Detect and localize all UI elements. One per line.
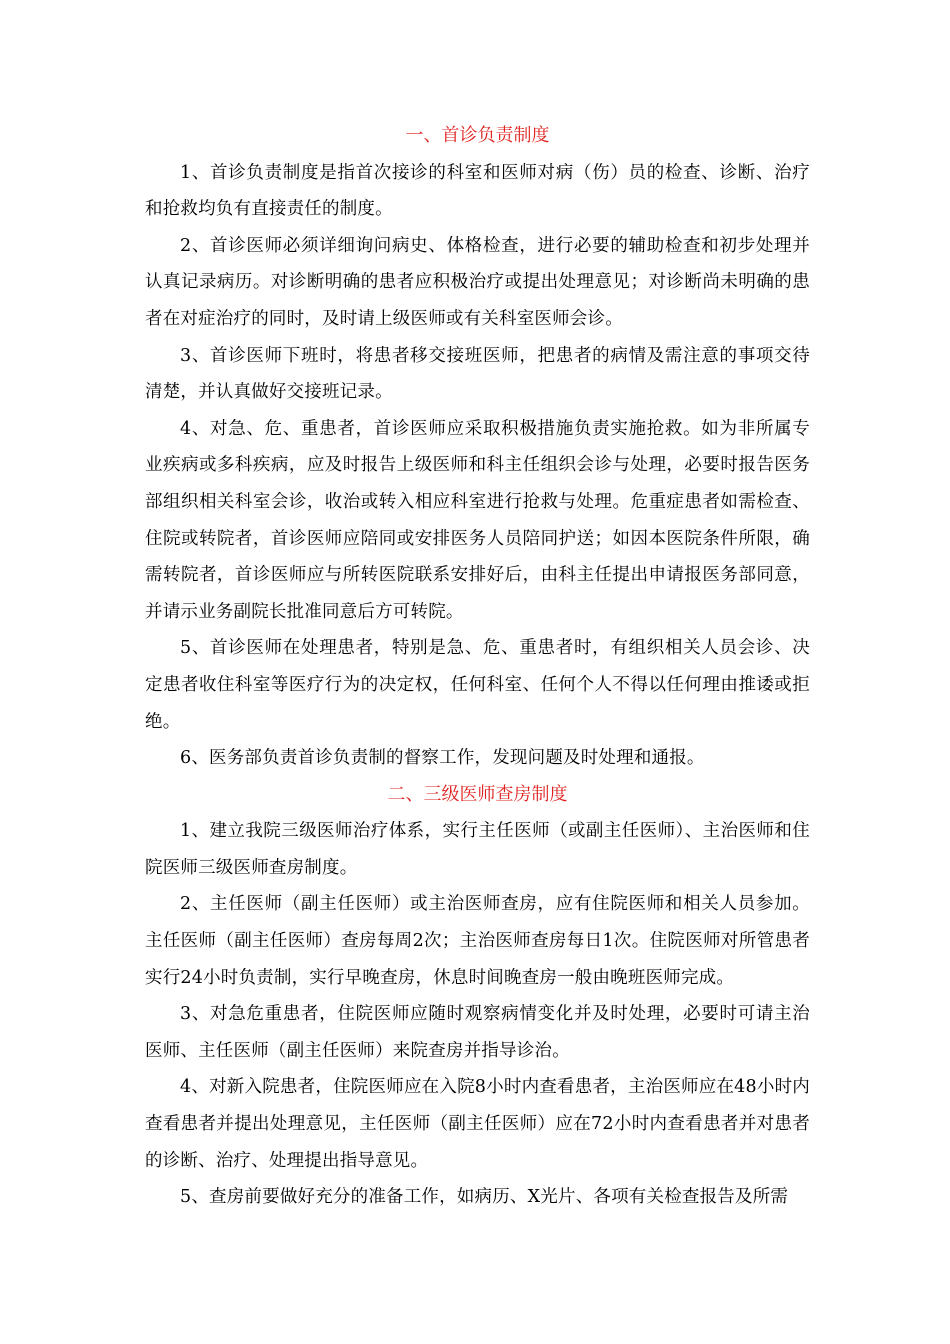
paragraph: 2、首诊医师必须详细询问病史、体格检查，进行必要的辅助检查和初步处理并认真记录病历。对诊断明确的患者应积极治疗或提出处理意见；对诊断尚未明确的患者在对症治疗的同时，及时请上级医师或有关科室医师会诊。 (145, 235, 810, 329)
paragraph: 4、对急、危、重患者，首诊医师应采取积极措施负责实施抢救。如为非所属专业疾病或多科疾病，应及时报告上级医师和科主任组织会诊与处理，必要时报告医务部组织相关科室会诊，收治或转入相应科室进行抢救与处理。危重症患者如需检查、住院或转院者，首诊医师应陪同或安排医务人员陪同护送；如因本医院条件所限，确需转院者，首诊医师应与所转医院联系安排好后，由科主任提出申请报医务部同意，并请示业务副院长批准同意后方可转院。 (145, 418, 810, 622)
paragraph: 2、主任医师（副主任医师）或主治医师查房，应有住院医师和相关人员参加。主任医师（副主任医师）查房每周2次；主治医师查房每日1次。住院医师对所管患者实行24小时负责制，实行早晚查房，休息时间晚查房一般由晚班医师完成。 (145, 894, 810, 988)
paragraph: 3、首诊医师下班时，将患者移交接班医师，把患者的病情及需注意的事项交待清楚，并认真做好交接班记录。 (145, 345, 810, 403)
paragraph: 1、首诊负责制度是指首次接诊的科室和医师对病（伤）员的检查、诊断、治疗和抢救均负有直接责任的制度。 (145, 162, 810, 220)
section-heading: 一、首诊负责制度 (405, 125, 550, 146)
paragraph: 4、对新入院患者，住院医师应在入院8小时内查看患者，主治医师应在48小时内查看患者并提出处理意见，主任医师（副主任医师）应在72小时内查看患者并对患者的诊断、治疗、处理提出指导意见。 (145, 1077, 810, 1171)
section-ward-rounds (145, 777, 810, 1216)
section-first-visit (145, 118, 810, 777)
paragraph: 3、对急危重患者，住院医师应随时观察病情变化并及时处理，必要时可请主治医师、主任医师（副主任医师）来院查房并指导诊治。 (145, 1004, 810, 1061)
paragraph: 1、建立我院三级医师治疗体系，实行主任医师（或副主任医师）、主治医师和住院医师三级医师查房制度。 (145, 821, 810, 878)
paragraph: 6、医务部负责首诊负责制的督察工作，发现问题及时处理和通报。 (180, 748, 705, 769)
paragraph: 5、查房前要做好充分的准备工作，如病历、X光片、各项有关检查报告及所需 (180, 1187, 789, 1208)
section-heading: 二、三级医师查房制度 (387, 783, 568, 805)
document-page (145, 118, 810, 1216)
paragraph: 5、首诊医师在处理患者，特别是急、危、重患者时，有组织相关人员会诊、决定患者收住科室等医疗行为的决定权，任何科室、任何个人不得以任何理由推诿或拒绝。 (145, 638, 810, 732)
